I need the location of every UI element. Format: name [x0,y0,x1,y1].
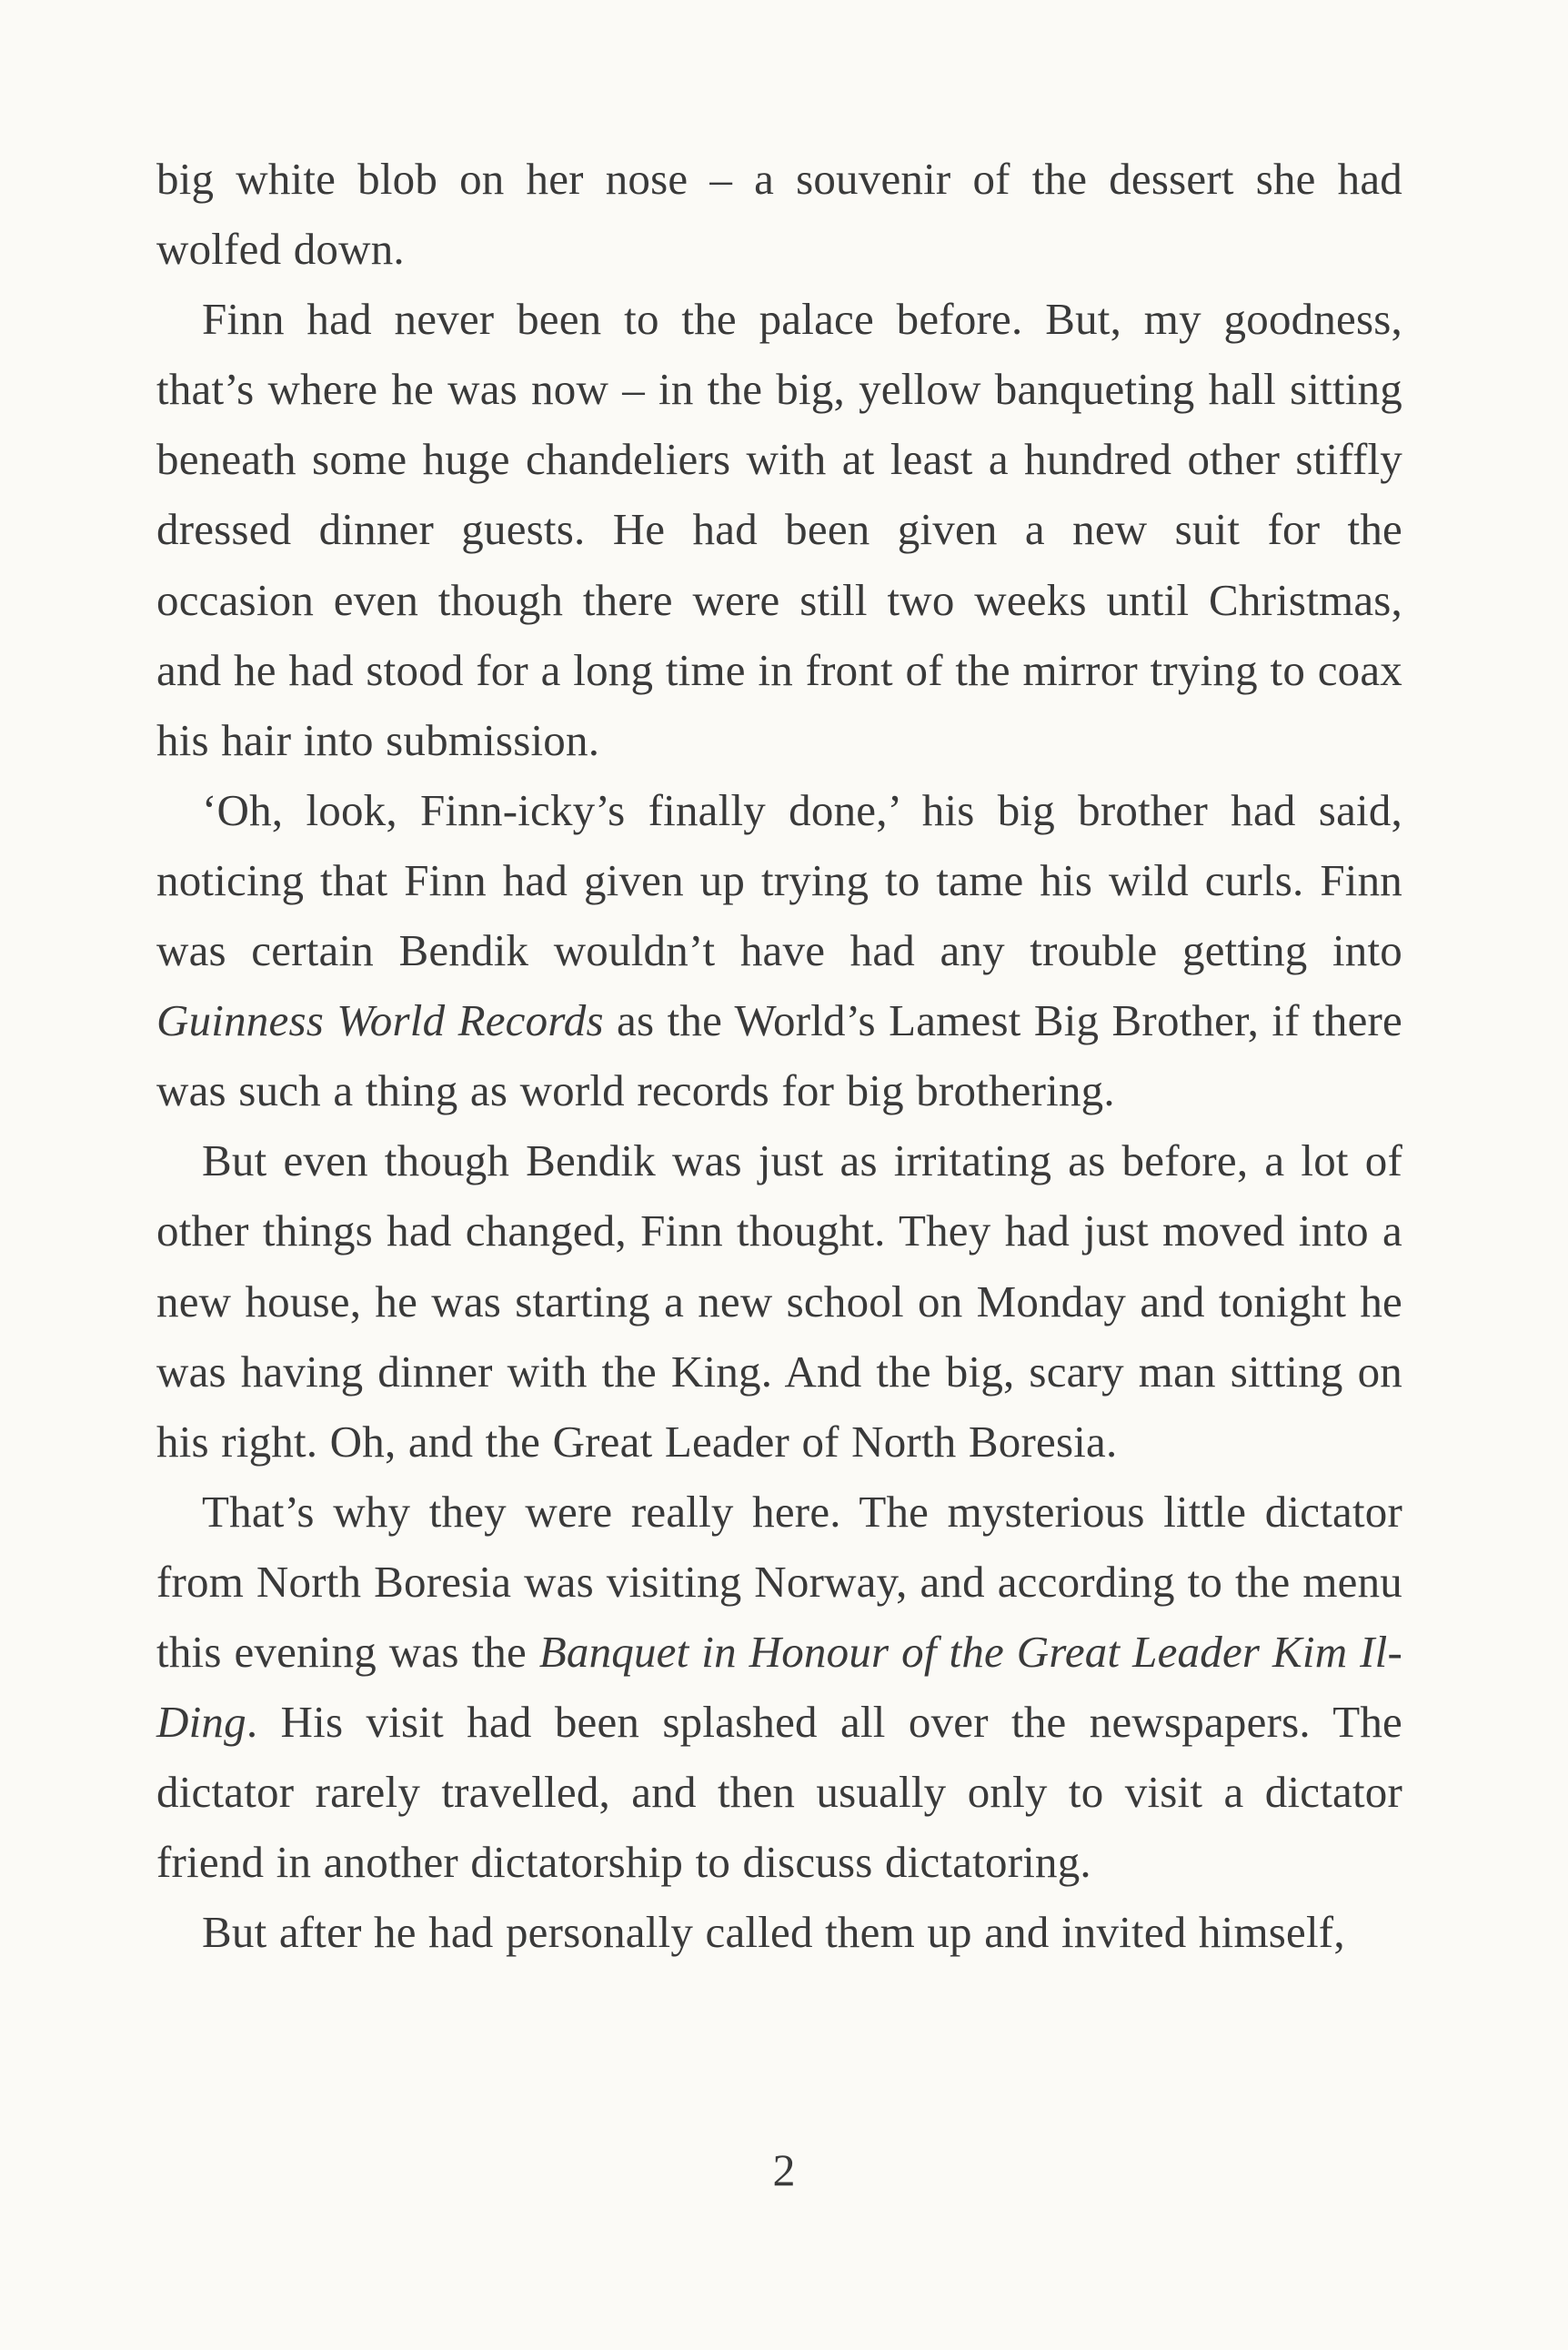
paragraph-1 [156,144,1402,284]
text-run: as the World’s Lamest Big Brother, if there was such a thing as world records for big brothering. [156,995,1402,1116]
italic-title: Banquet in Honour of the Great Leader Kim Il-Ding [156,1626,1402,1748]
page-number: 2 [772,2144,796,2195]
text-run: But after he had personally called them up and invited himself, [202,1907,1345,1958]
body-text [156,144,1402,1967]
paragraph-4 [156,1125,1402,1476]
paragraph-3 [156,775,1402,1125]
text-run: That’s why they were really here. The mysterious little dictator from North Boresia was visiting Norway, and according to the menu this evening was the [156,1486,1402,1677]
paragraph-2 [156,284,1402,775]
paragraph-5 [156,1477,1402,1898]
text-run: But even though Bendik was just as irritating as before, a lot of other things had changed, Finn thought. They had just moved into a new house, he was starting a new school on Monday and tonight he was having dinner with the King. And the big, scary man sitting on his right. Oh, and the Great Leader of North Boresia. [156,1135,1402,1467]
paragraph-6 [156,1897,1402,1967]
text-run: . His visit had been splashed all over the newspapers. The dictator rarely travelled, and then usually only to visit a dictator friend in another dictatorship to discuss dictatoring. [156,1697,1402,1888]
italic-title: Guinness World Records [156,995,604,1046]
text-run: big white blob on her nose – a souvenir of the dessert she had wolfed down. [156,154,1402,275]
text-run: Finn had never been to the palace before. But, my goodness, that’s where he was now – in the big, yellow banqueting hall sitting beneath some huge chandeliers with at least a hundred other stiffly dressed dinner guests. He had been given a new suit for the occasion even though there were still two weeks until Christmas, and he had stood for a long time in front of the mirror trying to coax his hair into submission. [156,294,1402,765]
text-run: ‘Oh, look, Finn-icky’s finally done,’ his big brother had said, noticing that Finn had given up trying to tame his wild curls. Finn was certain Bendik wouldn’t have had any trouble getting into [156,784,1402,976]
